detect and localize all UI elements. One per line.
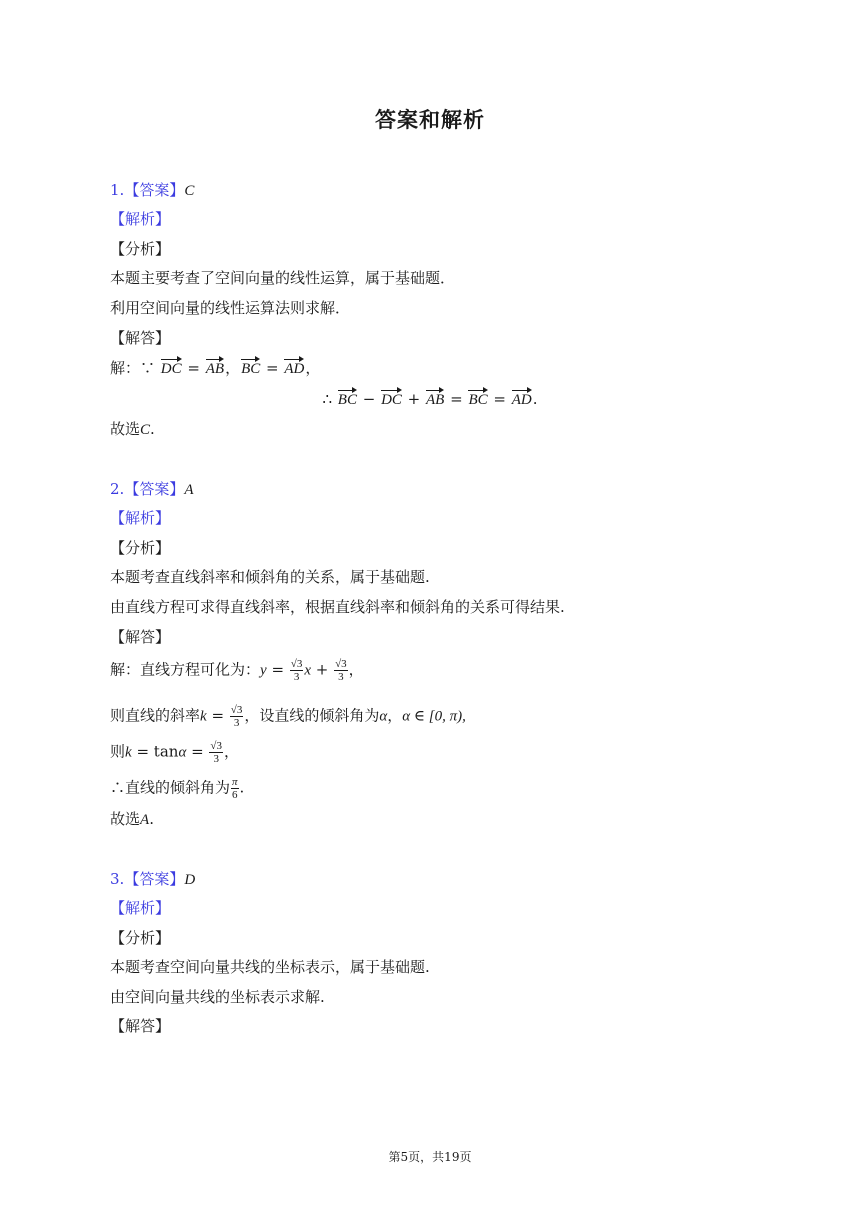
q1-fenxi-tag: 【分析】 (110, 240, 171, 258)
fraction-numerator: √3 (210, 740, 222, 752)
q1-eq: = (261, 359, 284, 377)
fraction-numerator: √3 (290, 658, 303, 670)
q2-l3-prefix: 则 (110, 742, 126, 761)
q2-l2-mid: ，设直线的倾斜角为 (244, 706, 380, 725)
plus-sign: + (311, 660, 334, 679)
q1-answer: C (184, 183, 195, 199)
var-alpha: α (402, 708, 411, 725)
q2-l4-end: . (239, 778, 245, 797)
q1-comma: ， (305, 359, 321, 377)
q2-jieda-tag: 【解答】 (110, 628, 171, 646)
fraction-sqrt3-over-3 (334, 658, 348, 683)
q1-analysis-text-2: 利用空间向量的线性运算法则求解． (110, 299, 351, 317)
vector-bc: BC (240, 358, 261, 380)
q3-analysis-text-1: 本题考查空间向量共线的坐标表示，属于基础题. (110, 958, 430, 976)
q2-solution-line-4 (110, 776, 244, 801)
fraction-pi-over-6 (231, 776, 239, 801)
equals-sign: = (445, 390, 468, 408)
q2-answer-tag: 【答案】 (124, 480, 185, 498)
q1-number: 1. (110, 181, 125, 199)
q3-jiexi-tag: 【解析】 (110, 899, 171, 917)
period: . (532, 390, 538, 408)
q3-fenxi-tag: 【分析】 (110, 929, 171, 947)
q3-answer-tag: 【答案】 (124, 870, 185, 888)
vector-bc: BC (467, 389, 488, 411)
q2-l3-end: ， (223, 742, 239, 761)
var-y: y (260, 662, 267, 679)
q2-conclusion (110, 808, 154, 831)
q2-fenxi-tag: 【分析】 (110, 539, 171, 557)
fraction-sqrt3-over-3 (230, 704, 244, 729)
var-k: k (200, 708, 207, 725)
q1-sol-prefix: 解：∵ (110, 359, 160, 377)
q3-number: 3. (110, 870, 125, 888)
q2-number: 2. (110, 480, 125, 498)
q2-answer-line (110, 478, 194, 501)
q2-solution-line-3 (110, 740, 239, 765)
q1-conclusion-end: . (150, 420, 155, 438)
fraction-numerator: √3 (335, 658, 347, 670)
q1-conclusion-choice: C (140, 422, 151, 438)
q1-solution-line (110, 357, 320, 380)
vector-dc: DC (160, 358, 183, 380)
fraction-denominator: 3 (233, 717, 240, 729)
q1-comma: ， (225, 359, 241, 377)
q2-conclusion-prefix: 故选 (110, 810, 141, 828)
q1-jiexi-tag: 【解析】 (110, 210, 171, 228)
fraction-denominator: 3 (293, 671, 300, 683)
q2-l2-prefix: 则直线的斜率 (110, 706, 201, 725)
vector-ab: AB (425, 389, 445, 411)
q1-conclusion (110, 418, 155, 441)
vector-ad: AD (511, 389, 533, 411)
fraction-denominator: 6 (232, 789, 238, 801)
fraction-numerator: π (232, 776, 238, 788)
fraction-sqrt3-over-3 (290, 658, 304, 683)
page-footer: 第5页，共19页 (388, 1150, 472, 1164)
q1-answer-tag: 【答案】 (124, 181, 185, 199)
plus-sign: + (402, 390, 426, 408)
fraction-denominator: 3 (213, 753, 219, 765)
q2-conclusion-choice: A (140, 812, 150, 828)
equals-sign: = (206, 706, 229, 725)
q3-analysis-text-2: 由空间向量共线的坐标表示求解. (110, 988, 325, 1006)
var-x: x (304, 662, 312, 679)
q2-l4-text: ∴直线的倾斜角为 (110, 778, 231, 797)
vector-ad: AD (283, 358, 305, 380)
q2-l2-range: ∈ [0, π), (410, 708, 466, 725)
equals-sign: = (266, 660, 289, 679)
q1-jieda-tag: 【解答】 (110, 329, 171, 347)
tan-text: = tan (131, 742, 179, 761)
vector-dc: DC (380, 389, 403, 411)
q1-conclusion-prefix: 故选 (110, 420, 141, 438)
q3-jieda-tag: 【解答】 (110, 1017, 171, 1035)
q2-solution-line-1 (110, 658, 364, 683)
q1-analysis-text-1: 本题主要考查了空间向量的线性运算，属于基础题． (110, 269, 456, 287)
q2-analysis-text-1: 本题考查直线斜率和倾斜角的关系，属于基础题. (110, 568, 430, 586)
q3-answer-line (110, 868, 195, 891)
fraction-numerator: √3 (230, 704, 243, 716)
vector-ab: AB (205, 358, 225, 380)
q2-l2-comma: ， (387, 706, 403, 725)
var-alpha: α (379, 708, 388, 725)
var-alpha: α (178, 744, 187, 761)
vector-bc: BC (337, 389, 358, 411)
q2-conclusion-end: . (149, 810, 154, 828)
var-k: k (125, 744, 132, 761)
q1-display-equation (0, 388, 860, 411)
therefore-symbol: ∴ (322, 390, 337, 408)
minus-sign: − (357, 390, 381, 408)
q2-analysis-text-2: 由直线方程可求得直线斜率，根据直线斜率和倾斜角的关系可得结果. (110, 598, 565, 616)
q2-l1-end: ， (348, 660, 364, 679)
q3-answer: D (184, 872, 196, 888)
q1-eq: = (182, 359, 205, 377)
fraction-denominator: 3 (338, 671, 344, 683)
fraction-sqrt3-over-3 (209, 740, 223, 765)
q2-answer: A (184, 482, 194, 498)
q2-solution-line-2 (110, 704, 466, 729)
page-title: 答案和解析 (375, 108, 485, 132)
q2-l1-prefix: 解：直线方程可化为： (110, 660, 261, 679)
q2-jiexi-tag: 【解析】 (110, 509, 171, 527)
equals-sign: = (488, 390, 511, 408)
q1-answer-line (110, 179, 194, 202)
equals-sign: = (186, 742, 209, 761)
